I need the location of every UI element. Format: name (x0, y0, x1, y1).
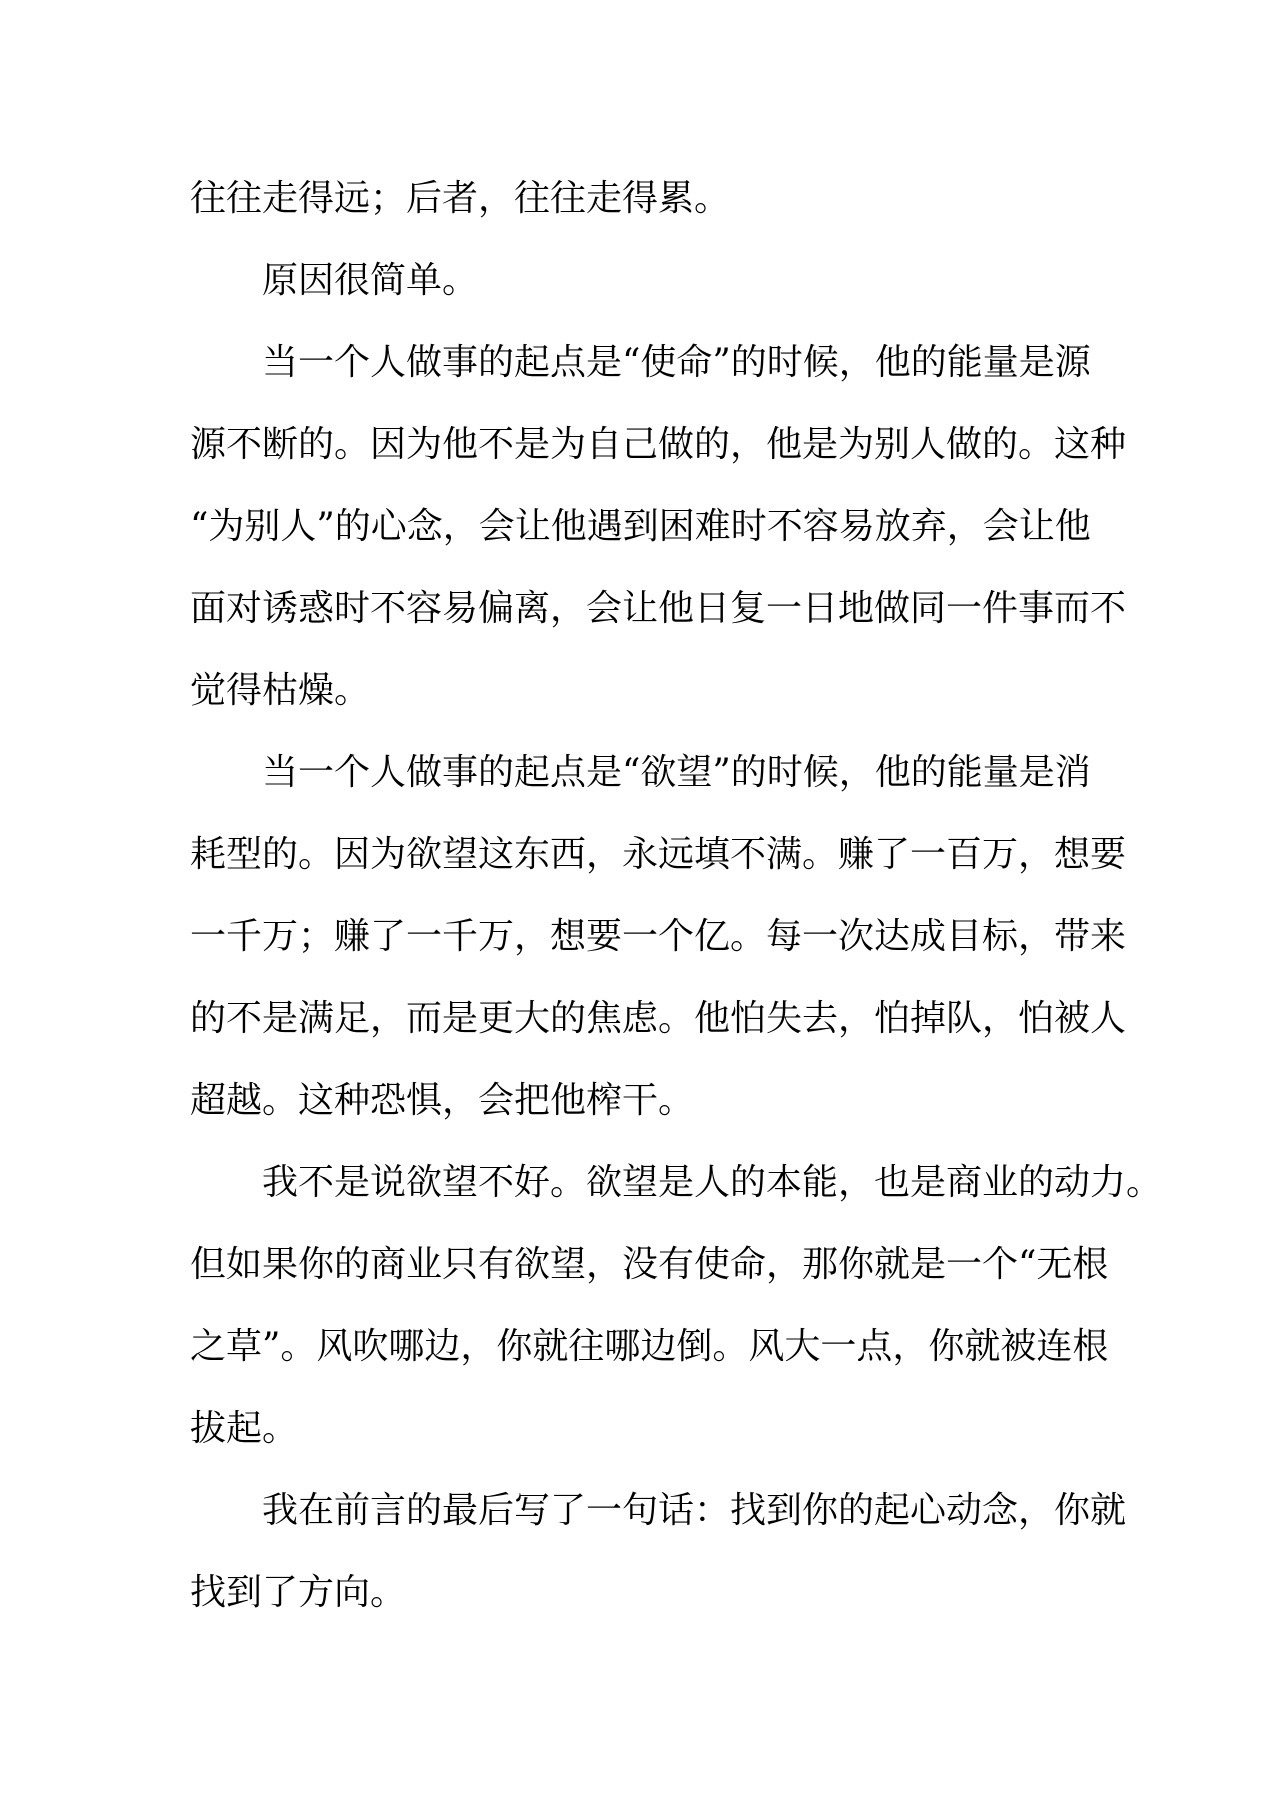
text-line: “为别人”的心念，会让他遇到困难时不容易放弃，会让他 (190, 506, 1091, 547)
text-line: 但如果你的商业只有欲望，没有使命，那你就是一个“无根 (190, 1244, 1109, 1285)
text-line: 往往走得远；后者，往往走得累。 (190, 178, 731, 219)
body-text (190, 158, 1163, 1634)
paragraph-start-line: 原因很简单。 (262, 260, 479, 301)
text-line: 耗型的。因为欲望这东西，永远填不满。赚了一百万，想要 (190, 834, 1127, 875)
text-line: 拔起。 (190, 1408, 299, 1449)
text-line: 之草”。风吹哪边，你就往哪边倒。风大一点，你就被连根 (190, 1326, 1109, 1367)
paragraph-start-line: 当一个人做事的起点是“欲望”的时候，他的能量是消 (262, 752, 1091, 793)
text-line: 源不断的。因为他不是为自己做的，他是为别人做的。这种 (190, 424, 1127, 465)
text-line: 觉得枯燥。 (190, 670, 371, 711)
text-line: 找到了方向。 (190, 1572, 407, 1613)
text-line: 面对诱惑时不容易偏离，会让他日复一日地做同一件事而不 (190, 588, 1127, 629)
paragraph-start-line: 我不是说欲望不好。欲望是人的本能，也是商业的动力。 (262, 1162, 1163, 1203)
paragraph-start-line: 当一个人做事的起点是“使命”的时候，他的能量是源 (262, 342, 1091, 383)
text-line: 超越。这种恐惧，会把他榨干。 (190, 1080, 695, 1121)
text-line: 的不是满足，而是更大的焦虑。他怕失去，怕掉队，怕被人 (190, 998, 1127, 1039)
paragraph-start-line: 我在前言的最后写了一句话：找到你的起心动念，你就 (262, 1490, 1127, 1531)
text-line: 一千万；赚了一千万，想要一个亿。每一次达成目标，带来 (190, 916, 1127, 957)
